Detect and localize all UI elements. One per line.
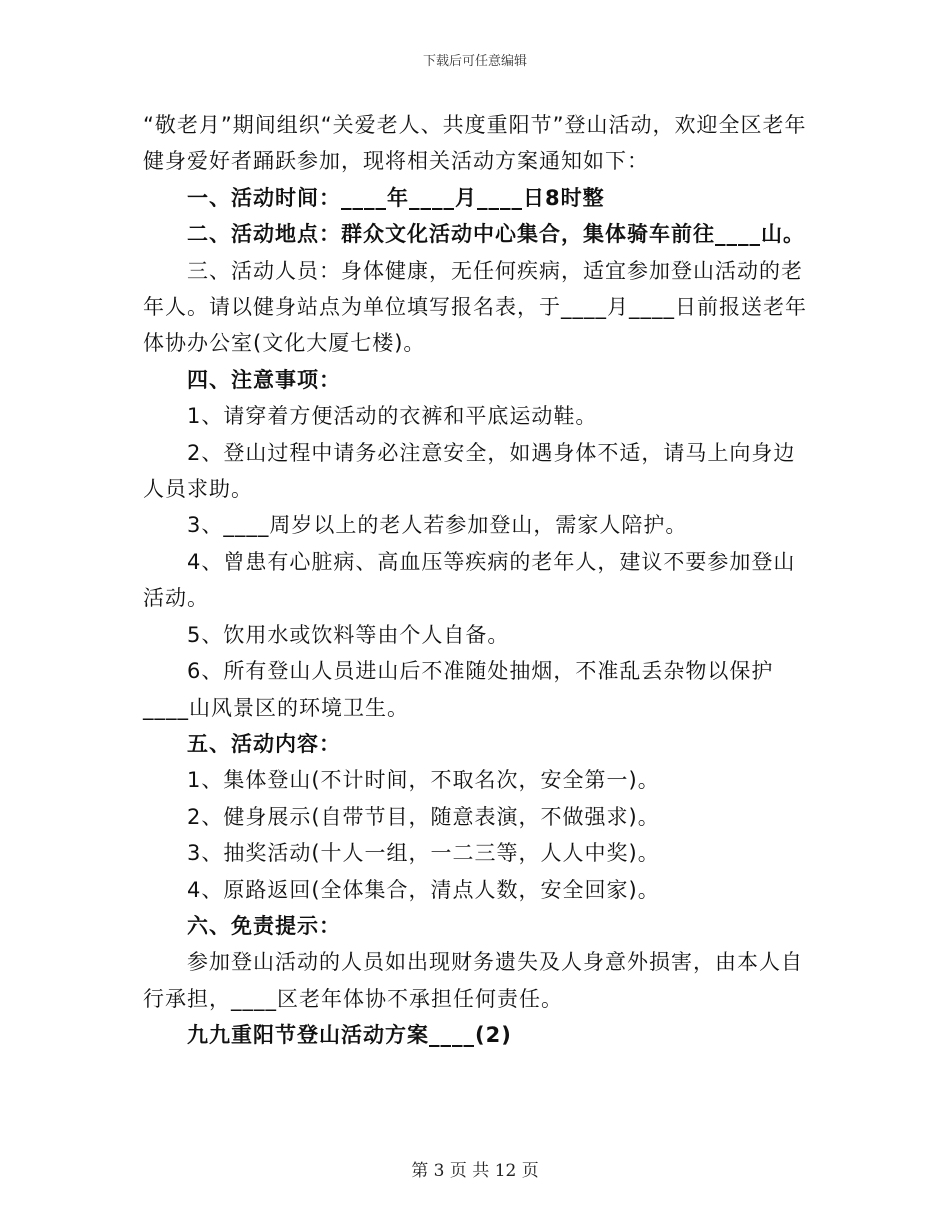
next-section-title: 九九重阳节登山活动方案____(2) <box>187 1023 512 1048</box>
section-heading-notes: 四、注意事项： <box>187 367 341 392</box>
note-item-5: 5、饮用水或饮料等由个人自备。 <box>187 622 510 647</box>
content-item-4: 4、原路返回(全体集合，清点人数，安全回家)。 <box>187 877 660 902</box>
document-body <box>143 107 813 1054</box>
activity-location: 二、活动地点：群众文化活动中心集合，集体骑车前往____山。 <box>187 222 805 247</box>
activity-time: 一、活动时间：____年____月____日8时整 <box>187 185 605 210</box>
content-item-2: 2、健身展示(自带节目，随意表演，不做强求)。 <box>187 804 660 829</box>
content-item-1: 1、集体登山(不计时间，不取名次，安全第一)。 <box>187 768 660 793</box>
disclaimer-paragraph: 参加登山活动的人员如出现财务遗失及人身意外损害，由本人自行承担，____区老年体协不承担任何责任。 <box>143 950 803 1011</box>
section-heading-content: 五、活动内容： <box>187 731 341 756</box>
note-item-4: 4、曾患有心脏病、高血压等疾病的老年人，建议不要参加登山活动。 <box>143 549 796 611</box>
page-header: 下载后可任意编辑 <box>422 54 527 69</box>
page-footer: 第 3 页 共 12 页 <box>411 1161 539 1181</box>
section-heading-disclaimer: 六、免责提示： <box>187 913 341 938</box>
content-item-3: 3、抽奖活动(十人一组，一二三等，人人中奖)。 <box>187 841 660 866</box>
note-item-6: 6、所有登山人员进山后不准随处抽烟，不准乱丢杂物以保护____山风景区的环境卫生。 <box>143 659 774 720</box>
note-item-2: 2、登山过程中请务必注意安全，如遇身体不适，请马上向身边人员求助。 <box>143 440 796 502</box>
note-item-1: 1、请穿着方便活动的衣裤和平底运动鞋。 <box>187 404 598 429</box>
activity-participants: 三、活动人员：身体健康，无任何疾病，适宜参加登山活动的老年人。请以健身站点为单位填写报名表，于____月____日前报送老年体协办公室(文化大厦七楼)。 <box>143 258 807 356</box>
intro-paragraph: “敬老月”期间组织“关爱老人、共度重阳节”登山活动，欢迎全区老年健身爱好者踊跃参加，现将相关活动方案通知如下： <box>143 113 807 174</box>
note-item-3: 3、____周岁以上的老人若参加登山，需家人陪护。 <box>187 513 688 538</box>
